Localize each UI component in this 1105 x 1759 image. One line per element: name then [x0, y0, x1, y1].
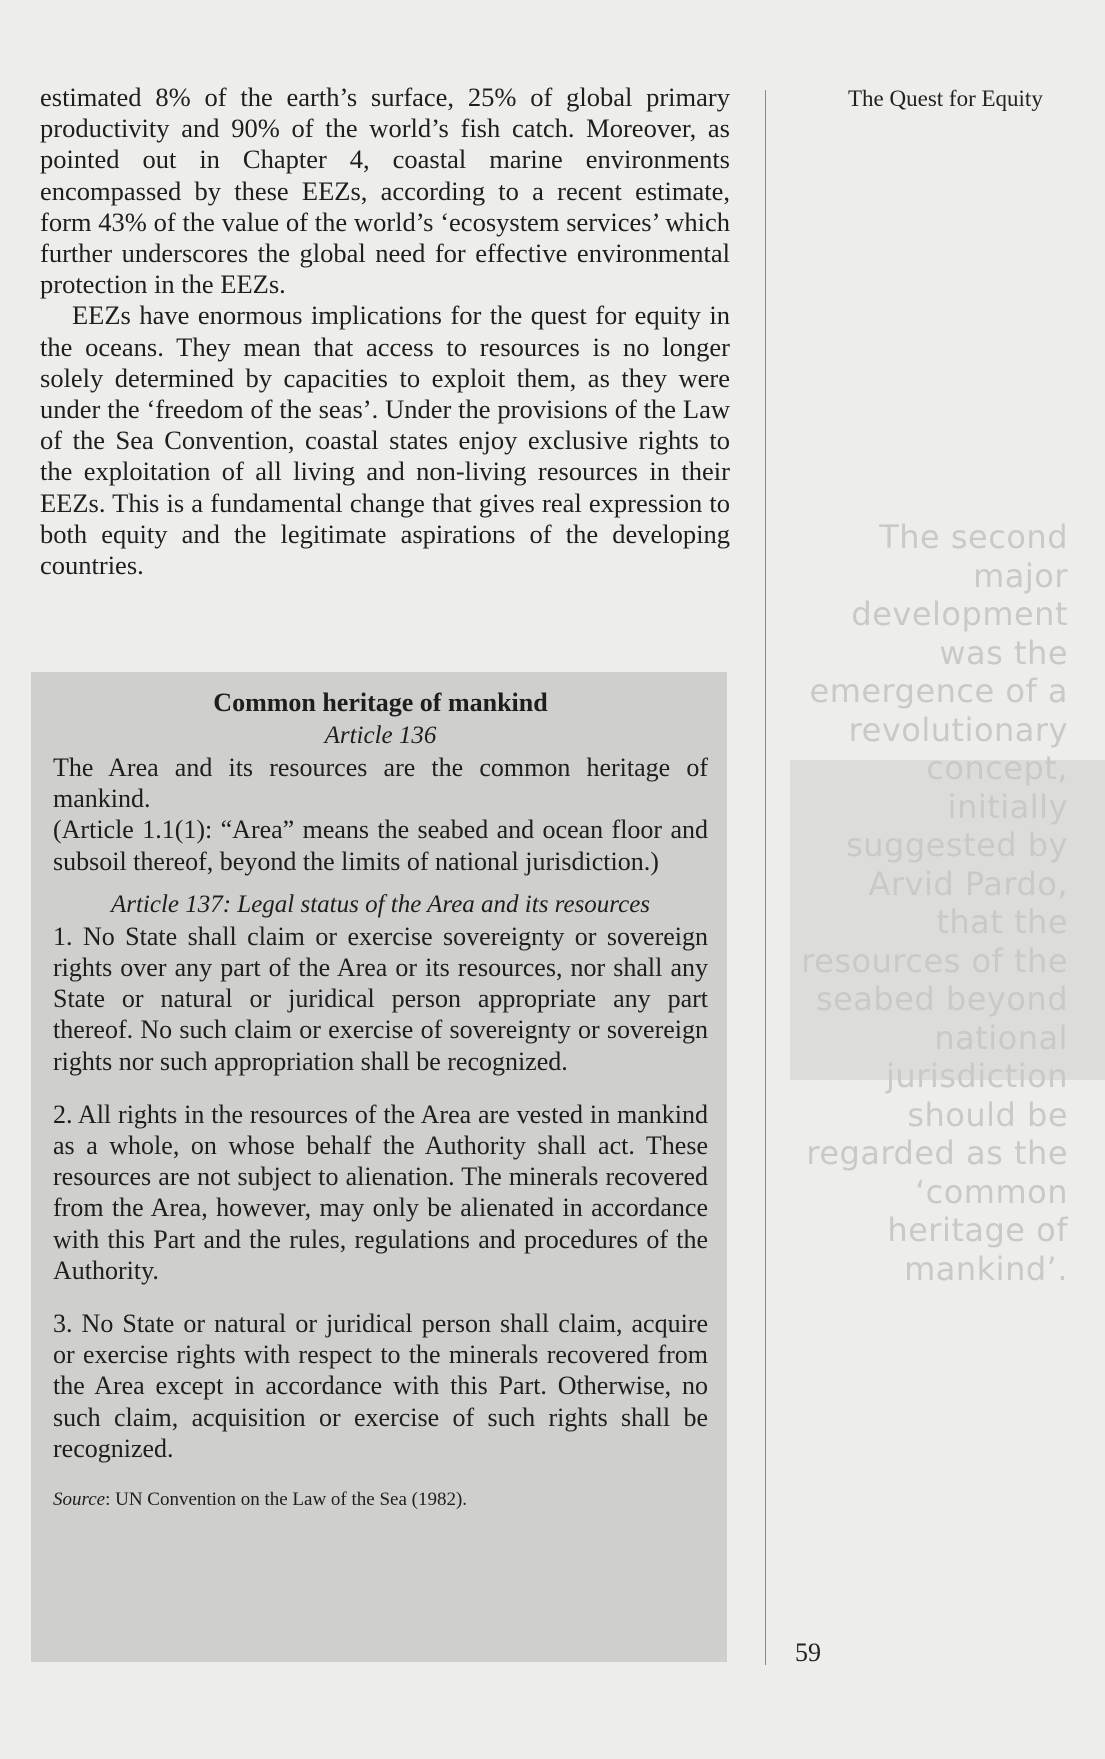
article-137-heading: Article 137: Legal status of the Area and its resources	[110, 890, 651, 918]
column-divider	[765, 90, 766, 1665]
article-137-item: 1. No State shall claim or exercise sovereignty or sovereign rights over any part of the Area or its resources, nor shall any State or natural or juridical person appropriate any part thereof. No such claim or exercise of sovereignty or sovereign rights nor such appropriation shall be recognized.	[53, 921, 708, 1076]
running-head: The Quest for Equity	[848, 86, 1043, 111]
article-137-item: 2. All rights in the resources of the Area are vested in mankind as a whole, on whose behalf the Authority shall act. These resources are not subject to alienation. The minerals recovered from the Area, however, may only be alienated in accordance with this Part and the rules, regulations and procedures of the Authority.	[53, 1099, 708, 1285]
pull-quote: The second major development was the emergence of a revolutionary concept, initially suggested by Arvid Pardo, that the resources of the seabed beyond national jurisdiction should be regarded as the ‘common heritage of mankind’.	[801, 518, 1068, 1288]
box-title: Common heritage of mankind	[213, 688, 548, 717]
article-136-heading: Article 136	[324, 722, 437, 749]
body-paragraph: EEZs have enormous implications for the quest for equity in the oceans. They mean that access to resources is no longer solely determined by capacities to exploit them, as they were under the ‘freedom of the seas’. Under the provisions of the Law of the Sea Convention, coastal states enjoy exclusive rights to the exploitation of all living and non-living resources in their EEZs. This is a fundamental change that gives real expression to both equity and the legitimate aspirations of the developing countries.	[40, 300, 730, 581]
source-text: : UN Convention on the Law of the Sea (1982).	[105, 1489, 468, 1511]
page-number: 59	[795, 1638, 821, 1667]
body-paragraph: estimated 8% of the earth’s surface, 25% of global primary productivity and 90% of the world’s fish catch. Moreover, as pointed out in Chapter 4, coastal marine environments encompassed by these EEZs, according to a recent estimate, form 43% of the value of the world’s ‘ecosystem services’ which further underscores the global need for effective environmental protection in the EEZs.	[40, 82, 730, 300]
box-content	[53, 686, 708, 1512]
article-136-text: The Area and its resources are the common heritage of mankind.	[53, 753, 708, 814]
common-heritage-box	[31, 672, 727, 1662]
main-text-column	[40, 82, 730, 581]
article-137-item: 3. No State or natural or juridical person shall claim, acquire or exercise rights with respect to the minerals recovered from the Area except in accordance with this Part. Otherwise, no such claim, acquisition or exercise of such rights shall be recognized.	[53, 1309, 708, 1463]
article-136-note: (Article 1.1(1): “Area” means the seabed and ocean floor and subsoil thereof, beyond the limits of national jurisdiction.)	[53, 815, 708, 876]
box-source	[53, 1488, 708, 1512]
source-label: Source	[53, 1489, 106, 1511]
